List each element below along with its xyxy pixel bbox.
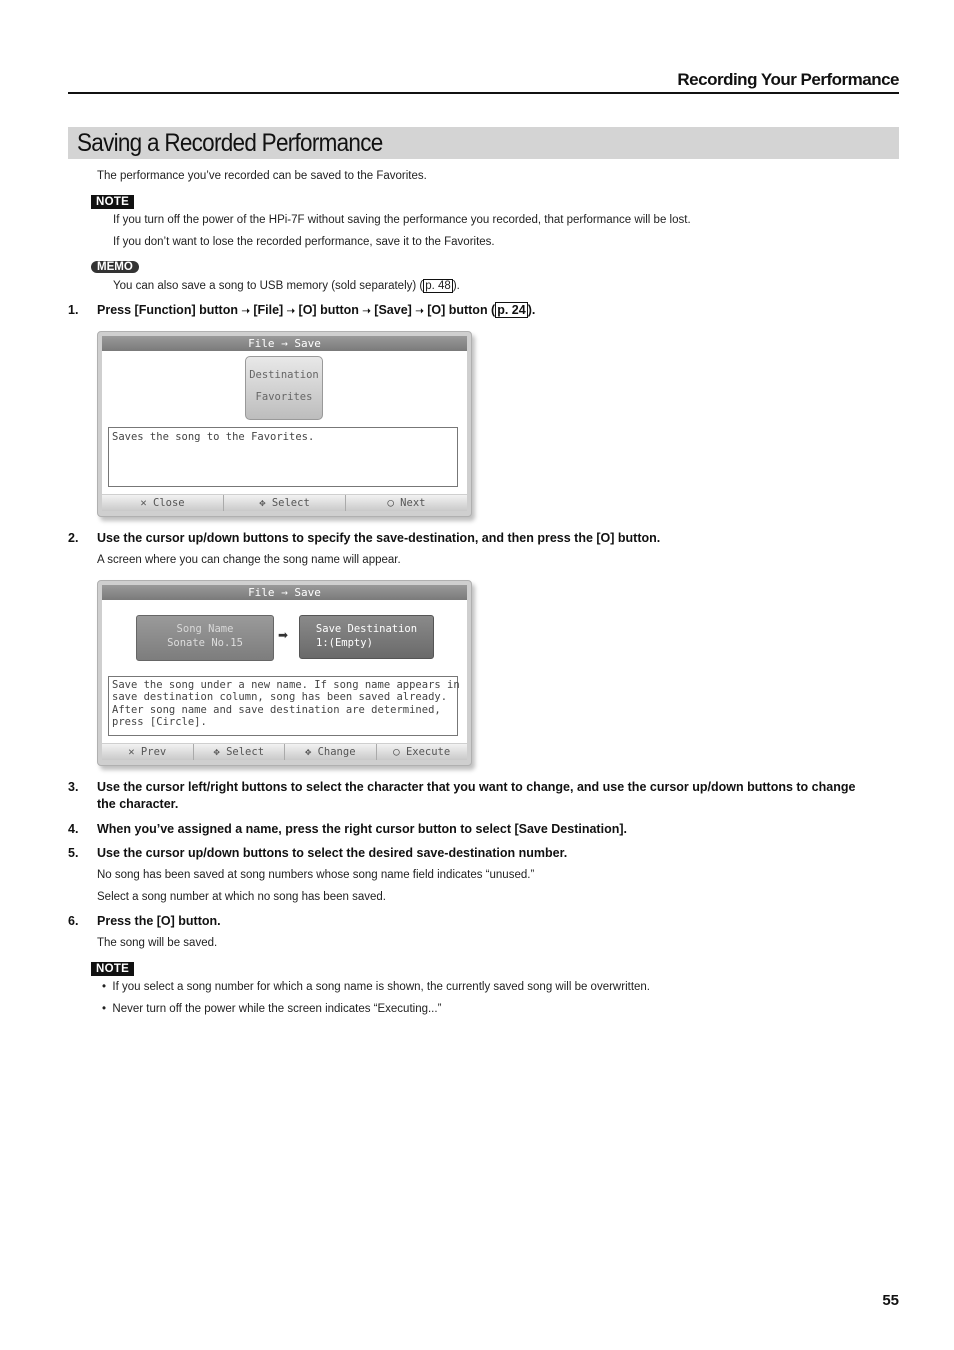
note-bullet-2: • Never turn off the power while the screen indicates “Executing...”	[102, 1003, 442, 1015]
step-1-part: [O] button (	[427, 303, 496, 317]
memo-text-after: ).	[452, 280, 460, 292]
screen-title: File → Save	[102, 585, 467, 600]
note-bullet-1: • If you select a song number for which a song name is shown, the currently saved song will be overwritten.	[102, 981, 650, 993]
step-1-part: Press [Function] button	[97, 303, 238, 317]
arrow-right-icon: ➝	[286, 306, 296, 317]
memo-text	[113, 280, 460, 292]
select-button[interactable]: ✥ Select	[224, 495, 346, 511]
destination-value: Favorites	[255, 391, 313, 404]
message-text: Save the song under a new name. If song name appears in save destination column, song has been saved already. After song name and save destination are determined, press [Circle].	[112, 679, 460, 728]
change-button[interactable]: ✥ Change	[285, 744, 377, 760]
section-title-bar	[68, 127, 899, 159]
step-1-text	[97, 303, 535, 317]
step-2-sub: A screen where you can change the song name will appear.	[97, 554, 401, 566]
step-2-text: Use the cursor up/down buttons to specify the save-destination, and then press the [O] button.	[97, 531, 661, 545]
save-destination-field[interactable]	[299, 615, 434, 659]
message-box	[108, 676, 458, 736]
arrow-right-icon: ➝	[362, 306, 371, 317]
screen-file-save-destination	[97, 331, 472, 517]
note-bullet-text: If you select a song number for which a song name is shown, the currently saved song will be overwritten.	[112, 981, 650, 993]
step-1-part: [Save]	[374, 303, 412, 317]
message-text: Saves the song to the Favorites.	[112, 431, 315, 443]
step-5-sub-2: Select a song number at which no song has been saved.	[97, 891, 386, 903]
song-name-value: Sonate No.15	[167, 637, 243, 650]
execute-button[interactable]: ◯ Execute	[393, 746, 451, 758]
running-header	[68, 70, 899, 94]
step-6-sub: The song will be saved.	[97, 937, 218, 949]
note-badge: NOTE	[91, 962, 134, 976]
song-name-field[interactable]	[136, 615, 274, 661]
intro-text: The performance you’ve recorded can be saved to the Favorites.	[97, 170, 427, 182]
step-4-number: 4.	[68, 822, 79, 836]
step-6-text: Press the [O] button.	[97, 914, 221, 928]
note-bullet-text: Never turn off the power while the screen indicates “Executing...”	[112, 1003, 442, 1015]
next-button[interactable]: ◯ Next	[387, 497, 426, 509]
save-destination-label: Save Destination	[315, 623, 418, 635]
step-1-page-ref-link[interactable]: p. 24	[497, 303, 526, 317]
memo-badge: MEMO	[91, 261, 139, 273]
screen-body	[102, 600, 467, 743]
step-5-number: 5.	[68, 846, 79, 860]
note-line-2: If you don’t want to lose the recorded performance, save it to the Favorites.	[113, 236, 495, 248]
save-destination-value: 1:(Empty)	[316, 637, 373, 650]
step-1-part: [File]	[253, 303, 284, 317]
note-line-1: If you turn off the power of the HPi-7F without saving the performance you recorded, that performance will be lost.	[113, 214, 691, 226]
arrow-right-icon: ➝	[241, 306, 250, 317]
prev-button[interactable]: ✕ Prev	[102, 744, 194, 760]
step-3-text-line-1: Use the cursor left/right buttons to select the character that you want to change, and use the cursor up/down buttons to change	[97, 780, 856, 794]
screen-body	[102, 351, 467, 494]
destination-button[interactable]	[245, 356, 323, 420]
memo-page-ref-link[interactable]: p. 48	[425, 280, 451, 292]
memo-text-before: You can also save a song to USB memory (sold separately) (	[113, 280, 424, 292]
step-5-sub-1: No song has been saved at song numbers whose song name field indicates “unused.”	[97, 869, 535, 881]
song-name-label: Song Name	[176, 623, 234, 635]
destination-label: Destination	[249, 369, 319, 381]
section-title: Saving a Recorded Performance	[77, 129, 383, 157]
arrow-right-icon: ➡	[278, 628, 289, 642]
close-button[interactable]: ✕ Close	[102, 495, 224, 511]
step-1-number: 1.	[68, 303, 79, 317]
step-1-tail: ).	[527, 303, 536, 317]
step-3-number: 3.	[68, 780, 79, 794]
running-header-title: Recording Your Performance	[677, 70, 899, 89]
step-1-part: [O] button	[298, 303, 359, 317]
arrow-right-icon: ➝	[415, 306, 424, 317]
note-badge: NOTE	[91, 195, 134, 209]
step-3-text-line-2: the character.	[97, 797, 179, 811]
step-6-number: 6.	[68, 914, 79, 928]
screen-title: File → Save	[102, 336, 467, 351]
page-number: 55	[882, 1292, 899, 1309]
step-4-text: When you’ve assigned a name, press the right cursor button to select [Save Destination].	[97, 822, 627, 836]
screen-file-save-name	[97, 580, 472, 766]
select-button[interactable]: ✥ Select	[194, 744, 286, 760]
step-5-text: Use the cursor up/down buttons to select the desired save-destination number.	[97, 846, 568, 860]
screen-footer	[102, 495, 467, 511]
screen-footer	[102, 744, 467, 760]
step-2-number: 2.	[68, 531, 79, 545]
message-box	[108, 427, 458, 487]
